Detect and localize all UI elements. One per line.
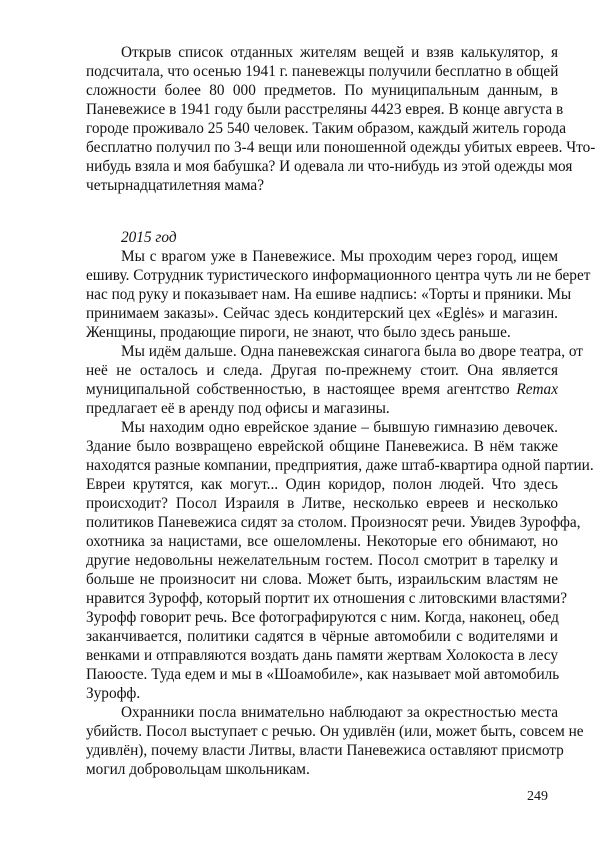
text-line: предлагает её в аренду под офисы и магазины. [86, 400, 390, 417]
text-line: принимаем заказы». Сейчас здесь кондитерский цех «Eglės» и магазин. [86, 305, 558, 322]
text-line [86, 380, 558, 399]
text-line: Паюосте. Туда едем и мы в «Шоамобиле», как называет мой автомобиль [86, 666, 560, 683]
document-page [86, 43, 596, 779]
section-heading: 2015 год [121, 229, 177, 246]
text-line: Евреи крутятся, как могут... Один коридор, полон людей. Что здесь [86, 476, 558, 493]
page-number: 249 [527, 789, 548, 804]
text-line: четырнадцатилетняя мама? [86, 177, 265, 194]
text-line: сложности более 80 000 предметов. По муниципальным данным, в [86, 82, 558, 99]
text-line: Мы с врагом уже в Паневежисе. Мы проходим через город, ищем [121, 248, 558, 265]
text-line: Открыв список отданных жителям вещей и взяв калькулятор, я [121, 44, 558, 61]
text-line: происходит? Посол Израиля в Литве, несколько евреев и несколько [86, 495, 558, 512]
text-line: бесплатно получил по 3-4 вещи или поношенной одежды убитых евреев. Что- [86, 139, 596, 156]
text-line: нибудь взяла и моя бабушка? И одевала ли что-нибудь из этой одежды моя [86, 158, 573, 175]
text-line: убийств. Посол выступает с речью. Он удивлён (или, может быть, совсем не [86, 723, 584, 740]
text-line: нравится Зурофф, который портит их отношения с литовскими властями? [86, 590, 568, 607]
text-line: могил добровольцам школьникам. [86, 761, 310, 778]
text-line: находятся разные компании, предприятия, даже штаб-квартира одной партии. [86, 457, 594, 474]
text-line: другие недовольны нежелательным гостем. Посол смотрит в тарелку и [86, 552, 558, 569]
text-line: Охранники посла внимательно наблюдают за окрестностью места [121, 704, 558, 721]
paragraph [86, 703, 584, 779]
text-line: политиков Паневежиса сидят за столом. Произносят речи. Увидев Зуроффа, [86, 514, 581, 531]
italic-name: Remax [516, 381, 558, 398]
text-line: городе проживало 25 540 человек. Таким образом, каждый житель города [86, 120, 567, 137]
text-line: Мы находим одно еврейское здание – бывшую гимназию девочек. [121, 419, 558, 436]
text-line: заканчивается, политики садятся в чёрные автомобили с водителями и [86, 628, 558, 645]
text-line: Зурофф. [86, 685, 141, 702]
text-line: неё не осталось и следа. Другая по-прежнему стоит. Она является [86, 362, 558, 379]
text-line: охотника за нацистами, все ошеломлены. Некоторые его обнимают, но [86, 533, 558, 550]
paragraph [86, 418, 594, 703]
text-line: Здание было возвращено еврейской общине Паневежиса. В нём также [86, 438, 558, 455]
body-text-before [86, 43, 596, 195]
paragraph [86, 342, 583, 418]
text-line: Женщины, продающие пироги, не знают, что было здесь раньше. [86, 324, 511, 341]
text-line: подсчитала, что осенью 1941 г. паневежцы получили бесплатно в общей [86, 63, 559, 80]
paragraph [86, 247, 591, 342]
text-line: ешиву. Сотрудник туристического информационного центра чуть ли не берет [86, 267, 591, 284]
text-line: Паневежисе в 1941 году были расстреляны 4423 еврея. В конце августа в [86, 101, 564, 118]
paragraph [86, 43, 596, 195]
text-line: венками и отправляются воздать дань памяти жертвам Холокоста в лесу [86, 647, 558, 664]
body-text-after [86, 247, 594, 779]
text-line: удивлён), почему власти Литвы, власти Паневежиса оставляют присмотр [86, 742, 564, 759]
text-line: больше не произносит ни слова. Может быть, израильским властям не [86, 571, 558, 588]
text-line: нас под руку и показывает нам. На ешиве надпись: «Торты и пряники. Мы [86, 286, 572, 303]
text-line: Зурофф говорит речь. Все фотографируются с ним. Когда, наконец, обед [86, 609, 559, 626]
text-line: Мы идём дальше. Одна паневежская синагога была во дворе театра, от [121, 343, 583, 360]
text-segment: муниципальной собственностью, в настоящее время агентство [86, 381, 517, 398]
